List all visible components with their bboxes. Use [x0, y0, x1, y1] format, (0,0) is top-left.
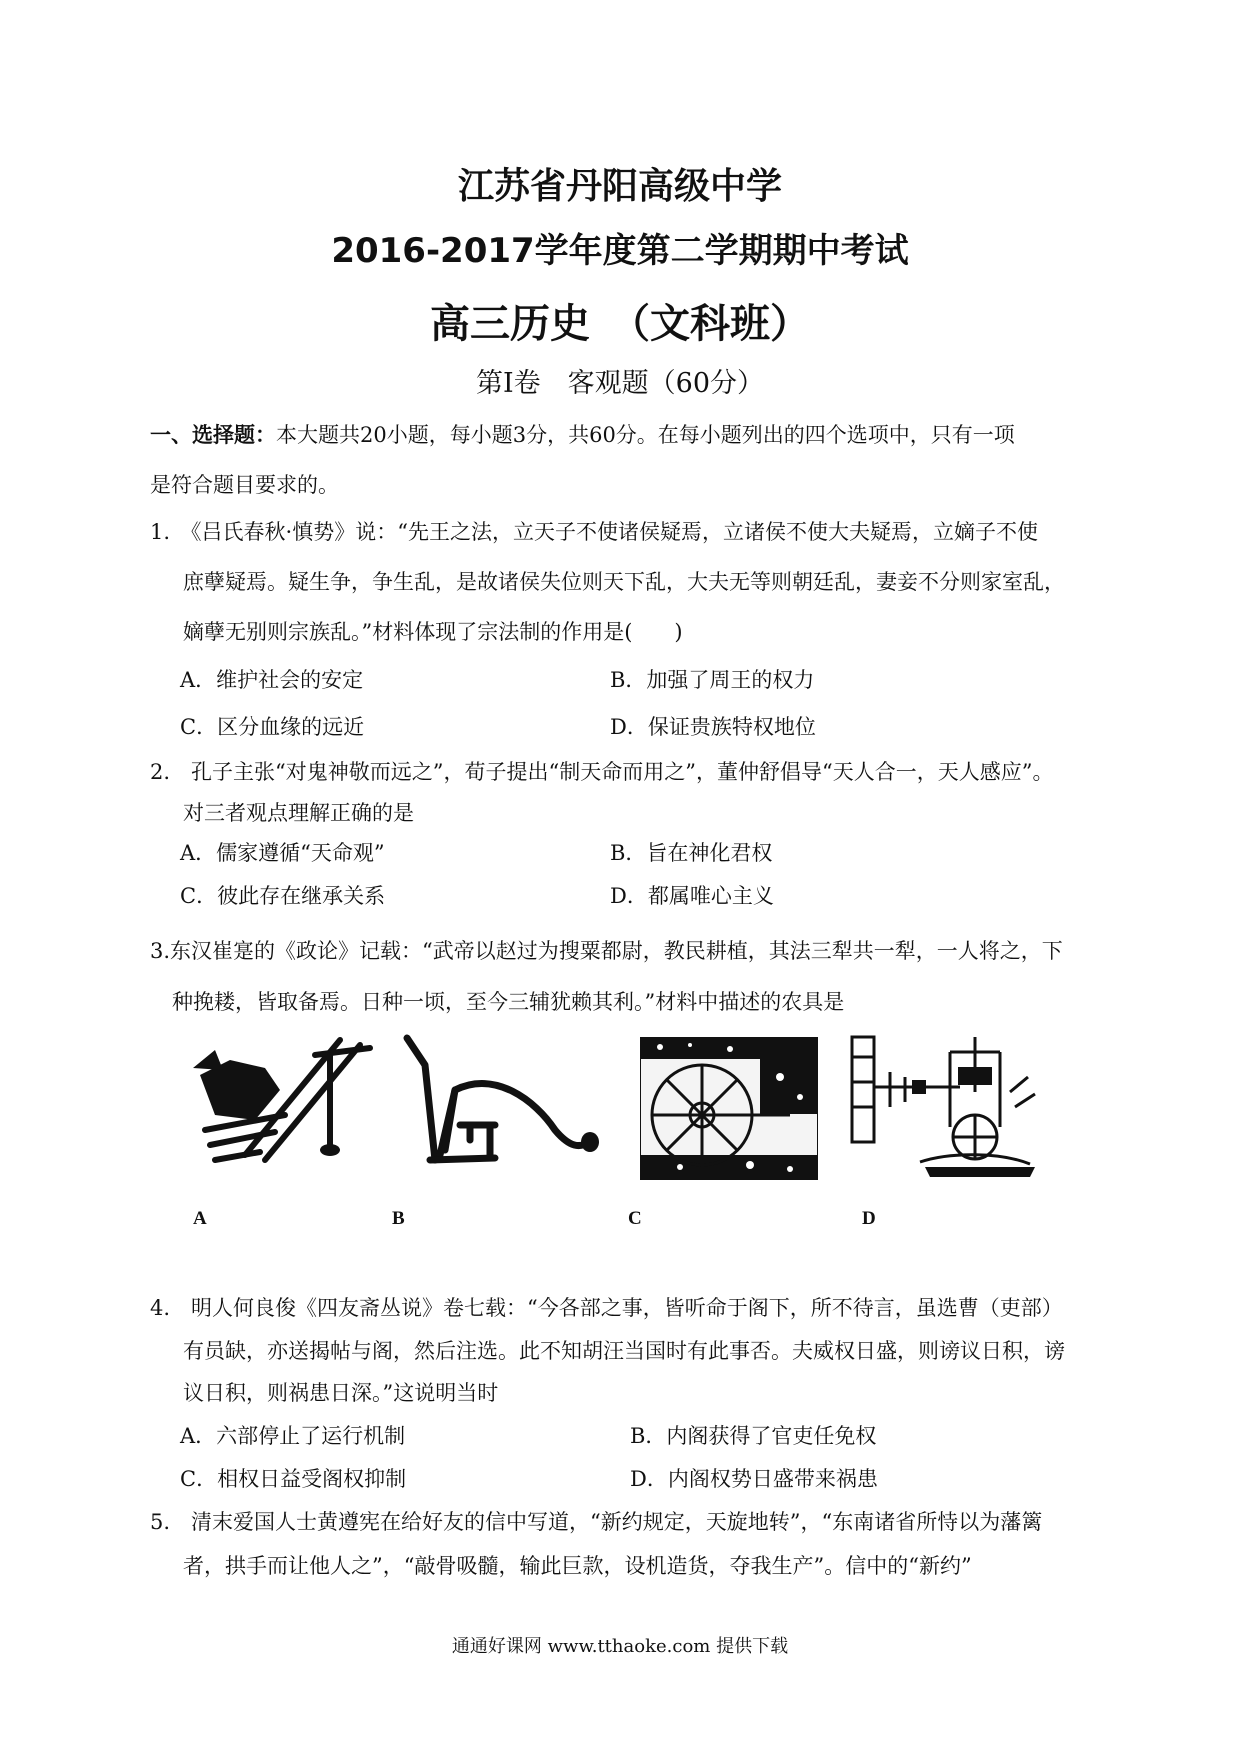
instructions-line-1 — [150, 425, 1015, 446]
figure-label-c: C — [628, 1208, 642, 1229]
q1-option-c: C．区分血缘的远近 — [180, 715, 365, 739]
figure-c-water-wheel-image — [640, 1037, 818, 1180]
instructions-text: 本大题共20小题，每小题3分，共60分。在每小题列出的四个选项中，只有一项 — [276, 423, 1015, 447]
q2-line-1: 2. 孔子主张“对鬼神敬而远之”，荀子提出“制天命而用之”，董仲舒倡导“天人合一，天人感应”。 — [150, 760, 1054, 784]
q1-option-d: D．保证贵族特权地位 — [610, 715, 816, 739]
figure-a-seed-drill-image — [185, 1020, 385, 1175]
q4-line-1: 4. 明人何良俊《四友斋丛说》卷七载：“今各部之事，皆听命于阁下，所不待言，虽选曹（吏部） — [150, 1296, 1063, 1320]
q5-line-1: 5. 清末爱国人士黄遵宪在给好友的信中写道，“新约规定，天旋地转”，“东南诸省所恃以为藩篱 — [150, 1510, 1043, 1534]
figure-d-water-mill-image — [850, 1032, 1050, 1182]
q2-option-b: B．旨在神化君权 — [610, 841, 773, 865]
q1-option-a: A．维护社会的安定 — [180, 668, 364, 692]
exam-subject: 高三历史 （文科班） — [430, 301, 810, 347]
q1-line-2: 庶孽疑焉。疑生争，争生乱，是故诸侯失位则天下乱，大夫无等则朝廷乱，妻妾不分则家室乱， — [183, 570, 1065, 594]
q4-option-a: A．六部停止了运行机制 — [180, 1424, 406, 1448]
q2-option-a: A．儒家遵循“天命观” — [180, 841, 385, 865]
section-title: 第Ⅰ卷 客观题（60分） — [475, 368, 765, 399]
q4-line-3: 议日积，则祸患日深。”这说明当时 — [183, 1381, 499, 1405]
instructions-label: 一、选择题： — [150, 423, 276, 447]
q4-line-2: 有员缺，亦送揭帖与阁，然后注选。此不知胡汪当国时有此事否。夫威权日盛，则谤议日积，谤 — [183, 1339, 1065, 1363]
school-name: 江苏省丹阳高级中学 — [457, 166, 782, 207]
q4-option-c: C．相权日益受阁权抑制 — [180, 1467, 407, 1491]
figure-label-b: B — [392, 1208, 405, 1229]
q4-option-b: B．内阁获得了官吏任免权 — [630, 1424, 877, 1448]
page-footer: 通通好课网 www.tthaoke.com 提供下载 — [451, 1636, 789, 1657]
q2-line-2: 对三者观点理解正确的是 — [183, 801, 414, 825]
q3-line-2: 种挽耧，皆取备焉。日种一顷，至今三辅犹赖其利。”材料中描述的农具是 — [172, 990, 845, 1014]
exam-term: 2016-2017学年度第二学期期中考试 — [331, 231, 909, 271]
figure-label-d: D — [862, 1208, 876, 1229]
q5-line-2: 者，拱手而让他人之”，“敲骨吸髓，输此巨款，设机造货，夺我生产”。信中的“新约” — [183, 1554, 972, 1578]
q4-option-d: D．内阁权势日盛带来祸患 — [630, 1467, 878, 1491]
q1-option-b: B．加强了周王的权力 — [610, 668, 815, 692]
instructions-line-2: 是符合题目要求的。 — [150, 473, 339, 497]
q1-line-1: 1. 《吕氏春秋·慎势》说：“先王之法，立天子不使诸侯疑焉，立诸侯不使大夫疑焉，立嫡子不使 — [150, 520, 1038, 544]
q2-option-d: D．都属唯心主义 — [610, 884, 774, 908]
q3-line-1: 3.东汉崔寔的《政论》记载：“武帝以赵过为搜粟都尉，教民耕植，其法三犁共一犁，一人将之，下 — [150, 939, 1063, 963]
figure-label-a: A — [193, 1208, 207, 1229]
figure-b-curved-plough-image — [395, 1030, 610, 1170]
q2-option-c: C．彼此存在继承关系 — [180, 884, 386, 908]
q1-line-3: 嫡孽无别则宗族乱。”材料体现了宗法制的作用是( ) — [183, 620, 683, 644]
